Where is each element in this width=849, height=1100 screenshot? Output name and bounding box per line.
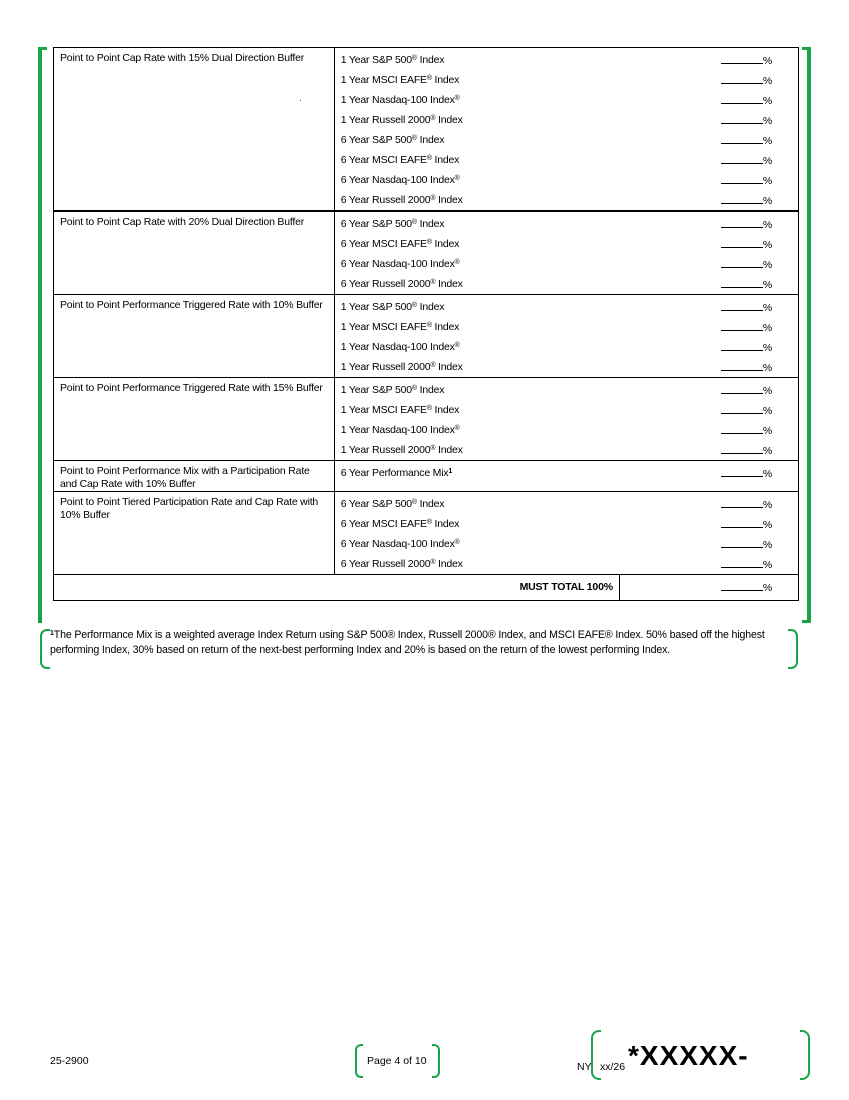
index-option xyxy=(341,297,620,317)
percent-blank-field[interactable] xyxy=(721,150,763,164)
percent-entry[interactable] xyxy=(619,150,772,170)
percent-sign: % xyxy=(762,539,772,551)
percent-entry[interactable] xyxy=(619,110,772,130)
left-green-bracket-tick xyxy=(38,47,47,50)
percent-entry[interactable] xyxy=(619,70,772,90)
strategy-name: Point to Point Cap Rate with 20% Dual Direction Buffer xyxy=(54,211,335,295)
state-code: NY xyxy=(577,1061,592,1073)
index-suffix: Index xyxy=(435,361,463,373)
percent-entry[interactable] xyxy=(619,254,772,274)
index-suffix: Index xyxy=(416,218,445,230)
index-option xyxy=(341,50,620,70)
index-list xyxy=(334,48,619,212)
percent-blank-field[interactable] xyxy=(721,130,763,144)
registered-mark: ® xyxy=(411,302,417,309)
percent-entry[interactable] xyxy=(619,534,772,554)
index-label: 6 Year Russell 2000 xyxy=(340,194,431,206)
percent-blank-field[interactable] xyxy=(721,110,763,124)
registered-mark: ® xyxy=(411,135,417,142)
index-option xyxy=(341,274,620,294)
percent-blank-field[interactable] xyxy=(721,400,763,414)
percent-blank-field[interactable] xyxy=(721,170,763,184)
index-suffix: Index xyxy=(416,54,445,66)
percent-sign: % xyxy=(762,499,772,511)
index-option xyxy=(341,130,620,150)
footnote-bracket-left xyxy=(40,629,50,669)
percent-sign: % xyxy=(762,342,772,354)
index-option xyxy=(341,380,620,400)
index-label: 6 Year MSCI EAFE xyxy=(340,154,427,166)
index-label: 1 Year Nasdaq-100 Index xyxy=(340,424,455,436)
total-percent-blank-field[interactable] xyxy=(721,577,763,591)
percent-blank-field[interactable] xyxy=(721,274,763,288)
percent-blank-field[interactable] xyxy=(721,463,763,477)
index-list xyxy=(334,211,619,295)
percent-column xyxy=(619,461,798,492)
index-option xyxy=(341,317,620,337)
index-suffix: Index xyxy=(416,301,445,313)
percent-entry[interactable] xyxy=(619,234,772,254)
index-label: 1 Year MSCI EAFE xyxy=(340,74,427,86)
percent-entry[interactable] xyxy=(619,440,772,460)
percent-entry[interactable] xyxy=(619,463,772,483)
index-label: 6 Year Russell 2000 xyxy=(340,278,431,290)
registered-mark: ® xyxy=(454,425,460,432)
percent-blank-field[interactable] xyxy=(721,317,763,331)
percent-sign: % xyxy=(762,559,772,571)
index-label: 1 Year S&P 500 xyxy=(340,54,412,66)
form-code: *XXXXX- xyxy=(628,1040,749,1071)
index-suffix: Index xyxy=(416,134,445,146)
percent-entry[interactable] xyxy=(619,274,772,294)
registered-mark: ® xyxy=(430,195,436,202)
percent-blank-field[interactable] xyxy=(721,554,763,568)
percent-sign: % xyxy=(762,95,772,107)
percent-blank-field[interactable] xyxy=(721,380,763,394)
index-label: 1 Year S&P 500 xyxy=(340,301,412,313)
index-label: 6 Year S&P 500 xyxy=(340,498,412,510)
index-option xyxy=(341,110,620,130)
percent-column xyxy=(619,378,798,461)
percent-blank-field[interactable] xyxy=(721,254,763,268)
index-option xyxy=(341,440,620,460)
percent-sign: % xyxy=(762,405,772,417)
strategy-name: Point to Point Tiered Participation Rate and Cap Rate with 10% Buffer xyxy=(54,492,335,575)
index-label: 6 Year MSCI EAFE xyxy=(340,518,427,530)
index-option xyxy=(341,357,620,377)
percent-column xyxy=(619,211,798,295)
percent-blank-field[interactable] xyxy=(721,70,763,84)
registered-mark: ® xyxy=(426,75,432,82)
percent-entry[interactable] xyxy=(619,214,772,234)
index-suffix: Index xyxy=(431,74,460,86)
index-label: 6 Year Nasdaq-100 Index xyxy=(340,174,455,186)
strategy-name: Point to Point Performance Mix with a Participation Rate and Cap Rate with 10% Buffer xyxy=(54,461,335,492)
registered-mark: ® xyxy=(411,219,417,226)
index-suffix: Index xyxy=(431,518,460,530)
index-option xyxy=(341,554,620,574)
registered-mark: ® xyxy=(430,115,436,122)
total-label: MUST TOTAL 100% xyxy=(54,575,620,601)
index-list xyxy=(334,378,619,461)
index-option xyxy=(341,234,620,254)
percent-sign: % xyxy=(762,259,772,271)
percent-sign: % xyxy=(762,385,772,397)
index-label: 1 Year Nasdaq-100 Index xyxy=(340,341,455,353)
percent-sign: % xyxy=(762,115,772,127)
percent-sign: % xyxy=(762,155,772,167)
percent-blank-field[interactable] xyxy=(721,494,763,508)
percent-entry[interactable] xyxy=(619,514,772,534)
percent-blank-field[interactable] xyxy=(721,514,763,528)
registered-mark: ® xyxy=(411,385,417,392)
index-list xyxy=(334,461,619,492)
right-green-bracket-tick xyxy=(802,47,811,50)
page-bracket-left xyxy=(355,1044,363,1078)
index-label: 6 Year S&P 500 xyxy=(340,218,412,230)
percent-blank-field[interactable] xyxy=(721,337,763,351)
index-suffix: Index xyxy=(435,278,463,290)
index-label: 1 Year MSCI EAFE xyxy=(340,321,427,333)
percent-blank-field[interactable] xyxy=(721,420,763,434)
allocation-row xyxy=(54,461,799,492)
percent-sign: % xyxy=(762,445,772,457)
registered-mark: ® xyxy=(454,259,460,266)
registered-mark: ® xyxy=(430,559,436,566)
index-option xyxy=(341,420,620,440)
index-suffix: Index xyxy=(435,194,463,206)
percent-entry[interactable] xyxy=(619,297,772,317)
index-label: 1 Year Russell 2000 xyxy=(340,114,431,126)
index-option xyxy=(341,170,620,190)
registered-mark: ® xyxy=(430,279,436,286)
percent-entry[interactable] xyxy=(619,400,772,420)
allocation-table xyxy=(53,47,799,601)
total-percent-entry[interactable] xyxy=(619,575,798,601)
percent-sign: % xyxy=(762,519,772,531)
index-suffix: Index xyxy=(435,444,463,456)
percent-entry[interactable] xyxy=(619,317,772,337)
percent-blank-field[interactable] xyxy=(721,297,763,311)
left-green-bracket xyxy=(38,47,42,623)
index-option xyxy=(341,90,620,110)
index-label: 1 Year S&P 500 xyxy=(340,384,412,396)
registered-mark: ® xyxy=(426,405,432,412)
index-option xyxy=(341,514,620,534)
percent-sign: % xyxy=(762,175,772,187)
percent-blank-field[interactable] xyxy=(721,190,763,204)
index-label: 1 Year Russell 2000 xyxy=(340,444,431,456)
percent-column xyxy=(619,295,798,378)
strategy-name: Point to Point Performance Triggered Rate with 10% Buffer xyxy=(54,295,335,378)
index-label: 6 Year S&P 500 xyxy=(340,134,412,146)
right-green-bracket-bottom xyxy=(802,620,811,623)
percent-sign: % xyxy=(762,239,772,251)
registered-mark: ® xyxy=(426,519,432,526)
index-option xyxy=(341,214,620,234)
index-label: 6 Year Russell 2000 xyxy=(340,558,431,570)
strategy-name: Point to Point Cap Rate with 15% Dual Direction Buffer xyxy=(54,48,335,212)
index-suffix: Index xyxy=(431,404,460,416)
percent-entry[interactable] xyxy=(619,50,772,70)
percent-entry[interactable] xyxy=(619,357,772,377)
index-option xyxy=(341,70,620,90)
percent-sign: % xyxy=(762,219,772,231)
percent-entry[interactable] xyxy=(619,420,772,440)
registered-mark: ® xyxy=(430,445,436,452)
registered-mark: ® xyxy=(430,362,436,369)
registered-mark: ® xyxy=(411,499,417,506)
percent-blank-field[interactable] xyxy=(721,50,763,64)
percent-sign: % xyxy=(762,75,772,87)
strategy-name: Point to Point Performance Triggered Rate with 15% Buffer xyxy=(54,378,335,461)
index-suffix: Index xyxy=(416,384,445,396)
index-label: 6 Year Nasdaq-100 Index xyxy=(340,538,455,550)
percent-blank-field[interactable] xyxy=(721,357,763,371)
index-option xyxy=(341,190,620,210)
right-green-bracket xyxy=(807,47,811,623)
index-label: 1 Year MSCI EAFE xyxy=(340,404,427,416)
index-suffix: Index xyxy=(431,154,460,166)
percent-entry[interactable] xyxy=(619,170,772,190)
index-option xyxy=(341,150,620,170)
index-suffix: Index xyxy=(435,114,463,126)
footnote-text: The Performance Mix is a weighted average Index Return using S&P 500® Index, Russell 2000® Index, and MSCI EAFE® Index. 50% based off the highest performing Index, 30% based on return of the next-best performing Index and 20% is based on the return of the lowest performing Index. xyxy=(50,629,765,656)
percent-entry[interactable] xyxy=(619,90,772,110)
registered-mark: ® xyxy=(426,239,432,246)
percent-sign: % xyxy=(762,322,772,334)
index-list xyxy=(334,295,619,378)
percent-sign: % xyxy=(762,55,772,67)
percent-sign: % xyxy=(762,279,772,291)
index-suffix: Index xyxy=(416,498,445,510)
index-option xyxy=(341,463,620,483)
index-option xyxy=(341,254,620,274)
percent-entry[interactable] xyxy=(619,494,772,514)
index-option xyxy=(341,400,620,420)
percent-entry[interactable] xyxy=(619,554,772,574)
allocation-row xyxy=(54,48,799,212)
registered-mark: ® xyxy=(454,539,460,546)
percent-blank-field[interactable] xyxy=(721,440,763,454)
percent-blank-field[interactable] xyxy=(721,534,763,548)
page-bracket-right xyxy=(432,1044,440,1078)
index-suffix: Index xyxy=(431,238,460,250)
page-number: Page 4 of 10 xyxy=(367,1055,427,1067)
form-number: 25-2900 xyxy=(50,1055,89,1067)
percent-sign: % xyxy=(762,582,772,594)
footnote-bracket-right xyxy=(788,629,798,669)
percent-entry[interactable] xyxy=(619,190,772,210)
index-label: 6 Year MSCI EAFE xyxy=(340,238,427,250)
registered-mark: ® xyxy=(411,55,417,62)
percent-entry[interactable] xyxy=(619,380,772,400)
percent-sign: % xyxy=(762,302,772,314)
percent-sign: % xyxy=(762,468,772,480)
percent-entry[interactable] xyxy=(619,337,772,357)
index-option xyxy=(341,494,620,514)
percent-column xyxy=(619,492,798,575)
percent-sign: % xyxy=(762,195,772,207)
allocation-row xyxy=(54,378,799,461)
index-option xyxy=(341,337,620,357)
percent-sign: % xyxy=(762,425,772,437)
percent-blank-field[interactable] xyxy=(721,234,763,248)
registered-mark: ® xyxy=(454,175,460,182)
percent-sign: % xyxy=(762,135,772,147)
footnote-marker: 1 xyxy=(50,630,54,637)
index-suffix: Index xyxy=(431,321,460,333)
index-label: 6 Year Nasdaq-100 Index xyxy=(340,258,455,270)
code-bracket-right xyxy=(800,1030,810,1080)
footnote xyxy=(50,628,796,657)
allocation-row xyxy=(54,492,799,575)
total-row xyxy=(54,575,799,601)
index-suffix: Index xyxy=(435,558,463,570)
registered-mark: ® xyxy=(426,155,432,162)
registered-mark: ® xyxy=(454,342,460,349)
allocation-row xyxy=(54,295,799,378)
footnote-ref: 1 xyxy=(448,468,453,475)
percent-sign: % xyxy=(762,362,772,374)
index-option xyxy=(341,534,620,554)
index-label: 6 Year Performance Mix xyxy=(340,467,449,479)
index-label: 1 Year Nasdaq-100 Index xyxy=(340,94,455,106)
index-label: 1 Year Russell 2000 xyxy=(340,361,431,373)
percent-blank-field[interactable] xyxy=(721,214,763,228)
allocation-row xyxy=(54,211,799,295)
registered-mark: ® xyxy=(454,95,460,102)
registered-mark: ® xyxy=(426,322,432,329)
percent-blank-field[interactable] xyxy=(721,90,763,104)
index-list xyxy=(334,492,619,575)
form-date: xx/26 xyxy=(600,1061,626,1073)
percent-column xyxy=(619,48,798,212)
percent-entry[interactable] xyxy=(619,130,772,150)
